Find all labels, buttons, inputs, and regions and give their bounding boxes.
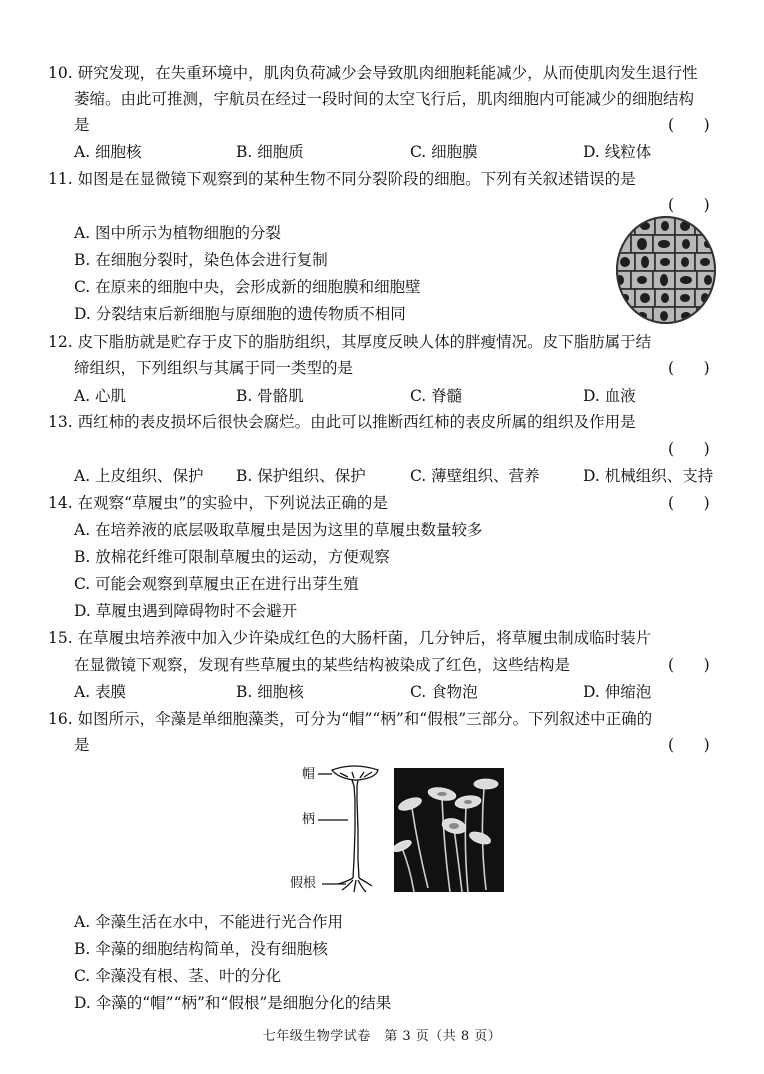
q15-option-b[interactable]: B. 细胞核 [236, 683, 304, 701]
q16-label-stalk: 柄 [302, 812, 316, 827]
q16-option-d[interactable]: D. 伞藻的“帽”“柄”和“假根”是细胞分化的结果 [74, 994, 392, 1012]
q15-option-a[interactable]: A. 表膜 [74, 683, 127, 701]
q15-answer-paren[interactable]: ( ) [668, 656, 710, 674]
q11-micrograph-image [615, 215, 717, 325]
q11-answer-paren[interactable]: ( ) [668, 196, 710, 214]
q11-option-d[interactable]: D. 分裂结束后新细胞与原细胞的遗传物质不相同 [74, 305, 406, 323]
q16-answer-paren[interactable]: ( ) [668, 736, 710, 754]
q14-option-b[interactable]: B. 放棉花纤维可限制草履虫的运动，方便观察 [74, 548, 390, 566]
q15-options [74, 679, 754, 705]
q12-option-d[interactable]: D. 血液 [583, 387, 636, 405]
q10-options [74, 139, 754, 165]
q13-line1: 13. 西红柿的表皮损坏后很快会腐烂。由此可以推断西红柿的表皮所属的组织及作用是 [48, 413, 636, 431]
q10-line1: 10. 研究发现，在失重环境中，肌肉负荷减少会导致肌肉细胞耗能减少，从而使肌肉发生退行性 [48, 64, 698, 82]
page-footer: 七年级生物学试卷 第 3 页（共 8 页） [262, 1029, 502, 1044]
q16-label-rhizoid: 假根 [290, 876, 317, 891]
q14-option-c[interactable]: C. 可能会观察到草履虫正在进行出芽生殖 [74, 575, 359, 593]
q16-line2: 是 [74, 736, 90, 754]
q13-option-d[interactable]: D. 机械组织、支持 [583, 467, 714, 485]
q12-options [74, 383, 754, 409]
q12-option-a[interactable]: A. 心肌 [74, 387, 127, 405]
q10-option-d[interactable]: D. 线粒体 [583, 143, 652, 161]
q12-option-b[interactable]: B. 骨骼肌 [236, 387, 304, 405]
q12-answer-paren[interactable]: ( ) [668, 359, 710, 377]
q10-option-b[interactable]: B. 细胞质 [236, 143, 304, 161]
q14-option-a[interactable]: A. 在培养液的底层吸取草履虫是因为这里的草履虫数量较多 [74, 521, 483, 539]
q13-answer-paren[interactable]: ( ) [668, 440, 710, 458]
q13-option-a[interactable]: A. 上皮组织、保护 [74, 467, 204, 485]
q16-line1: 16. 如图所示，伞藻是单细胞藻类，可分为“帽”“柄”和“假根”三部分。下列叙述中正确的 [48, 710, 653, 728]
q13-option-b[interactable]: B. 保护组织、保护 [236, 467, 366, 485]
q16-option-a[interactable]: A. 伞藻生活在水中，不能进行光合作用 [74, 913, 344, 931]
q16-acetabularia-diagram [318, 760, 388, 900]
q10-option-a[interactable]: A. 细胞核 [74, 143, 142, 161]
q10-line2: 萎缩。由此可推测，宇航员在经过一段时间的太空飞行后，肌肉细胞内可能减少的细胞结构 [74, 90, 695, 108]
q10-answer-paren[interactable]: ( ) [668, 116, 710, 134]
q15-line1: 15. 在草履虫培养液中加入少许染成红色的大肠杆菌，几分钟后，将草履虫制成临时装片 [48, 629, 652, 647]
q11-line1: 11. 如图是在显微镜下观察到的某种生物不同分裂阶段的细胞。下列有关叙述错误的是 [48, 170, 636, 188]
q11-option-c[interactable]: C. 在原来的细胞中央，会形成新的细胞膜和细胞壁 [74, 278, 421, 296]
q14-option-d[interactable]: D. 草履虫遇到障碍物时不会避开 [74, 602, 298, 620]
q15-line2: 在显微镜下观察，发现有些草履虫的某些结构被染成了红色，这些结构是 [74, 656, 571, 674]
q13-options [74, 463, 754, 489]
q16-option-c[interactable]: C. 伞藻没有根、茎、叶的分化 [74, 967, 282, 985]
q10-option-c[interactable]: C. 细胞膜 [410, 143, 478, 161]
q15-option-c[interactable]: C. 食物泡 [410, 683, 478, 701]
q14-line1: 14. 在观察“草履虫”的实验中，下列说法正确的是 [48, 494, 388, 512]
q12-option-c[interactable]: C. 脊髓 [410, 387, 463, 405]
q16-option-b[interactable]: B. 伞藻的细胞结构简单，没有细胞核 [74, 940, 328, 958]
q12-line1: 12. 皮下脂肪就是贮存于皮下的脂肪组织，其厚度反映人体的胖瘦情况。皮下脂肪属于结 [48, 333, 652, 351]
q16-acetabularia-photo [394, 768, 504, 892]
q16-label-cap: 帽 [302, 767, 316, 782]
q11-option-a[interactable]: A. 图中所示为植物细胞的分裂 [74, 224, 282, 242]
q15-option-d[interactable]: D. 伸缩泡 [583, 683, 652, 701]
q10-line3: 是 [74, 116, 90, 134]
q13-option-c[interactable]: C. 薄壁组织、营养 [410, 467, 540, 485]
q11-option-b[interactable]: B. 在细胞分裂时，染色体会进行复制 [74, 251, 328, 269]
q14-answer-paren[interactable]: ( ) [668, 494, 710, 512]
q12-line2: 缔组织，下列组织与其属于同一类型的是 [74, 359, 354, 377]
